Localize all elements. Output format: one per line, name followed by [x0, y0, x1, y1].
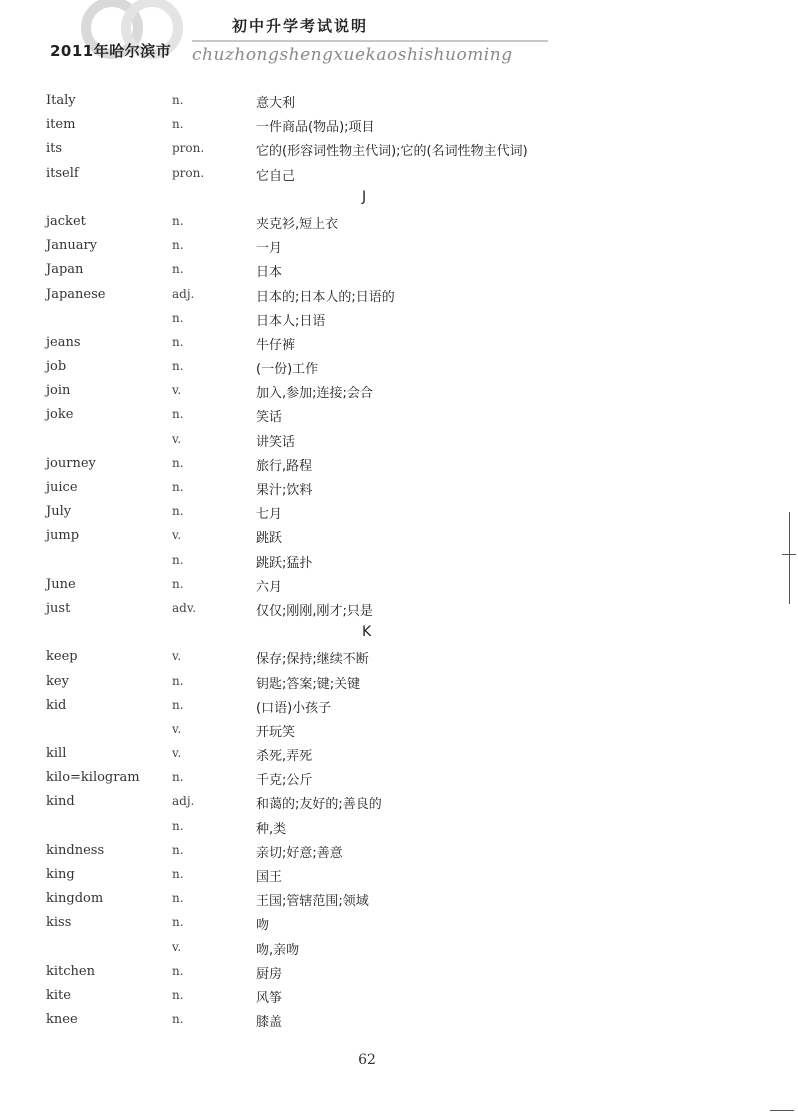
vocab-entry — [0, 308, 798, 332]
vocab-entry — [0, 840, 798, 864]
vocab-entry — [0, 356, 798, 380]
entry-meaning: 风筝 — [256, 990, 283, 1006]
entry-meaning: 旅行,路程 — [256, 458, 313, 474]
entry-meaning: 种,类 — [256, 821, 287, 837]
bottom-mark — [770, 1110, 794, 1111]
entry-word: kid — [46, 697, 67, 713]
vocab-entry — [0, 477, 798, 501]
entry-part-of-speech: n. — [172, 334, 184, 349]
entry-meaning: 吻 — [256, 918, 270, 934]
edge-tick — [782, 554, 796, 555]
entry-meaning: 开玩笑 — [256, 724, 296, 740]
entry-word: journey — [46, 455, 96, 471]
vocab-entry — [0, 816, 798, 840]
entry-word: item — [46, 117, 76, 133]
vocab-entry — [0, 90, 798, 114]
watermark-logo — [72, 0, 192, 72]
entry-word: Italy — [46, 93, 76, 108]
vocab-entry — [0, 114, 798, 138]
entry-part-of-speech: n. — [172, 455, 184, 470]
entry-meaning: 意大利 — [256, 96, 296, 111]
entry-word: kindness — [46, 842, 105, 858]
vocab-entry — [0, 1009, 798, 1033]
entry-part-of-speech: n. — [172, 359, 184, 374]
entry-word: kilo=kilogram — [46, 770, 140, 786]
vocab-entry — [0, 501, 798, 525]
entry-part-of-speech: pron. — [172, 165, 205, 180]
page-header — [0, 0, 798, 80]
entry-part-of-speech: n. — [172, 238, 184, 253]
vocab-entry — [0, 259, 798, 283]
entry-meaning: 一件商品(物品);项目 — [256, 120, 375, 136]
vocab-entry — [0, 525, 798, 549]
entry-meaning: 厨房 — [256, 966, 283, 982]
vocab-entry — [0, 332, 798, 356]
entry-part-of-speech: n. — [172, 552, 184, 567]
entry-meaning: 杀死,弄死 — [256, 749, 313, 765]
entry-meaning: 仅仅;刚刚,刚才;只是 — [256, 603, 373, 619]
entry-part-of-speech: n. — [172, 842, 184, 857]
entry-meaning: 讲笑话 — [256, 434, 296, 450]
vocab-entry — [0, 864, 798, 888]
section-letter: J — [362, 188, 367, 205]
entry-part-of-speech: n. — [172, 117, 184, 132]
entry-word: jeans — [46, 334, 81, 350]
entry-word: king — [46, 867, 75, 882]
entry-meaning: 六月 — [256, 579, 283, 595]
section-header — [0, 187, 798, 211]
vocab-entry — [0, 671, 798, 695]
vocab-entry — [0, 695, 798, 719]
entry-part-of-speech: v. — [172, 431, 182, 446]
entry-part-of-speech: adv. — [172, 600, 197, 615]
vocab-entry — [0, 961, 798, 985]
entry-meaning: 跳跃;猛扑 — [256, 555, 313, 571]
entry-word: jump — [46, 528, 80, 544]
entry-word: kite — [46, 987, 71, 1003]
entry-part-of-speech: n. — [172, 867, 184, 881]
entry-word: kind — [46, 794, 75, 810]
entry-word: keep — [46, 649, 78, 665]
entry-word: joke — [46, 407, 74, 423]
entry-part-of-speech: n. — [172, 963, 184, 978]
vocab-entry — [0, 791, 798, 815]
entry-part-of-speech: n. — [172, 987, 184, 1002]
entry-part-of-speech: n. — [172, 818, 184, 833]
vocab-entry — [0, 719, 798, 743]
entry-word: join — [46, 383, 71, 399]
entry-part-of-speech: adj. — [172, 794, 195, 809]
entry-word: June — [46, 576, 76, 592]
vocab-entry — [0, 574, 798, 598]
entry-meaning: 七月 — [256, 507, 283, 523]
entry-meaning: 和蔼的;友好的;善良的 — [256, 797, 382, 813]
entry-part-of-speech: n. — [172, 213, 184, 228]
vocab-entry — [0, 284, 798, 308]
vocab-entry — [0, 550, 798, 574]
entry-meaning: 笑话 — [256, 410, 283, 426]
entry-part-of-speech: n. — [172, 310, 184, 325]
entry-part-of-speech: n. — [172, 1012, 184, 1027]
entry-part-of-speech: adj. — [172, 286, 195, 301]
entry-meaning: 保存;保持;继续不断 — [256, 652, 369, 668]
vocab-entry — [0, 138, 798, 162]
entry-part-of-speech: n. — [172, 504, 184, 519]
entry-word: kiss — [46, 915, 72, 931]
entry-part-of-speech: v. — [172, 528, 182, 543]
vocab-entry — [0, 163, 798, 187]
vocab-entry — [0, 404, 798, 428]
vocabulary-list — [0, 90, 798, 1033]
header-rule — [192, 40, 548, 42]
vocab-entry — [0, 453, 798, 477]
vocab-entry — [0, 211, 798, 235]
entry-meaning: 跳跃 — [256, 531, 283, 547]
entry-meaning: 吻,亲吻 — [256, 942, 300, 958]
entry-meaning: (一份)工作 — [256, 362, 319, 378]
entry-word: July — [46, 504, 72, 520]
entry-meaning: 王国;管辖范围;领域 — [256, 894, 369, 910]
entry-meaning: 一月 — [256, 241, 283, 257]
entry-part-of-speech: v. — [172, 939, 182, 954]
vocab-entry — [0, 937, 798, 961]
entry-meaning: 它自己 — [256, 168, 296, 184]
entry-word: job — [46, 359, 67, 375]
vocab-entry — [0, 429, 798, 453]
entry-word: kitchen — [46, 963, 95, 979]
header-pinyin: chuzhongshengxuekaoshishuoming — [192, 45, 513, 65]
entry-part-of-speech: n. — [172, 93, 184, 107]
entry-meaning: 亲切;好意;善意 — [256, 845, 343, 861]
entry-meaning: 千克;公斤 — [256, 773, 313, 789]
entry-word: knee — [46, 1012, 78, 1028]
entry-word: January — [46, 238, 98, 254]
entry-part-of-speech: n. — [172, 770, 184, 785]
entry-word: key — [46, 673, 69, 689]
entry-meaning: 加入,参加;连接;会合 — [256, 386, 373, 402]
vocab-entry — [0, 235, 798, 259]
entry-meaning: 膝盖 — [256, 1015, 283, 1031]
entry-meaning: 日本 — [256, 265, 283, 281]
entry-part-of-speech: n. — [172, 697, 184, 712]
entry-meaning: 牛仔裤 — [256, 337, 296, 353]
entry-word: kingdom — [46, 891, 104, 907]
entry-meaning: 果汁;饮料 — [256, 483, 313, 498]
vocab-entry — [0, 985, 798, 1009]
entry-part-of-speech: pron. — [172, 141, 205, 156]
vocab-entry — [0, 912, 798, 936]
vocab-entry — [0, 767, 798, 791]
entry-word: Japanese — [46, 286, 106, 302]
vocab-entry — [0, 888, 798, 912]
header-year-city: 2011年哈尔滨市 — [50, 42, 172, 60]
entry-meaning: 它的(形容词性物主代词);它的(名词性物主代词) — [256, 144, 528, 160]
entry-word: kill — [46, 746, 67, 762]
entry-word: itself — [46, 165, 79, 181]
entry-word: jacket — [46, 213, 86, 229]
entry-part-of-speech: v. — [172, 746, 182, 761]
entry-meaning: 日本人;日语 — [256, 313, 326, 329]
section-letter: K — [362, 624, 372, 641]
entry-part-of-speech: n. — [172, 262, 184, 277]
entry-part-of-speech: n. — [172, 673, 184, 688]
entry-word: Japan — [46, 262, 84, 278]
edge-mark — [789, 512, 790, 604]
entry-part-of-speech: n. — [172, 891, 184, 906]
entry-meaning: (口语)小孩子 — [256, 700, 332, 716]
entry-word: its — [46, 141, 63, 157]
entry-word: juice — [46, 480, 78, 495]
entry-meaning: 夹克衫,短上衣 — [256, 216, 339, 232]
entry-meaning: 国王 — [256, 870, 283, 885]
vocab-entry — [0, 380, 798, 404]
entry-part-of-speech: n. — [172, 915, 184, 930]
vocab-entry — [0, 743, 798, 767]
entry-meaning: 日本的;日本人的;日语的 — [256, 289, 395, 305]
vocab-entry — [0, 598, 798, 622]
entry-meaning: 钥匙;答案;键;关键 — [256, 676, 361, 692]
section-header — [0, 622, 798, 646]
vocab-entry — [0, 646, 798, 670]
entry-word: just — [46, 600, 71, 616]
header-title: 初中升学考试说明 — [232, 17, 369, 35]
page-number: 62 — [358, 1052, 376, 1068]
entry-part-of-speech: v. — [172, 383, 182, 398]
entry-part-of-speech: n. — [172, 480, 184, 494]
entry-part-of-speech: v. — [172, 649, 182, 664]
entry-part-of-speech: v. — [172, 721, 182, 736]
entry-part-of-speech: n. — [172, 576, 184, 591]
entry-part-of-speech: n. — [172, 407, 184, 422]
